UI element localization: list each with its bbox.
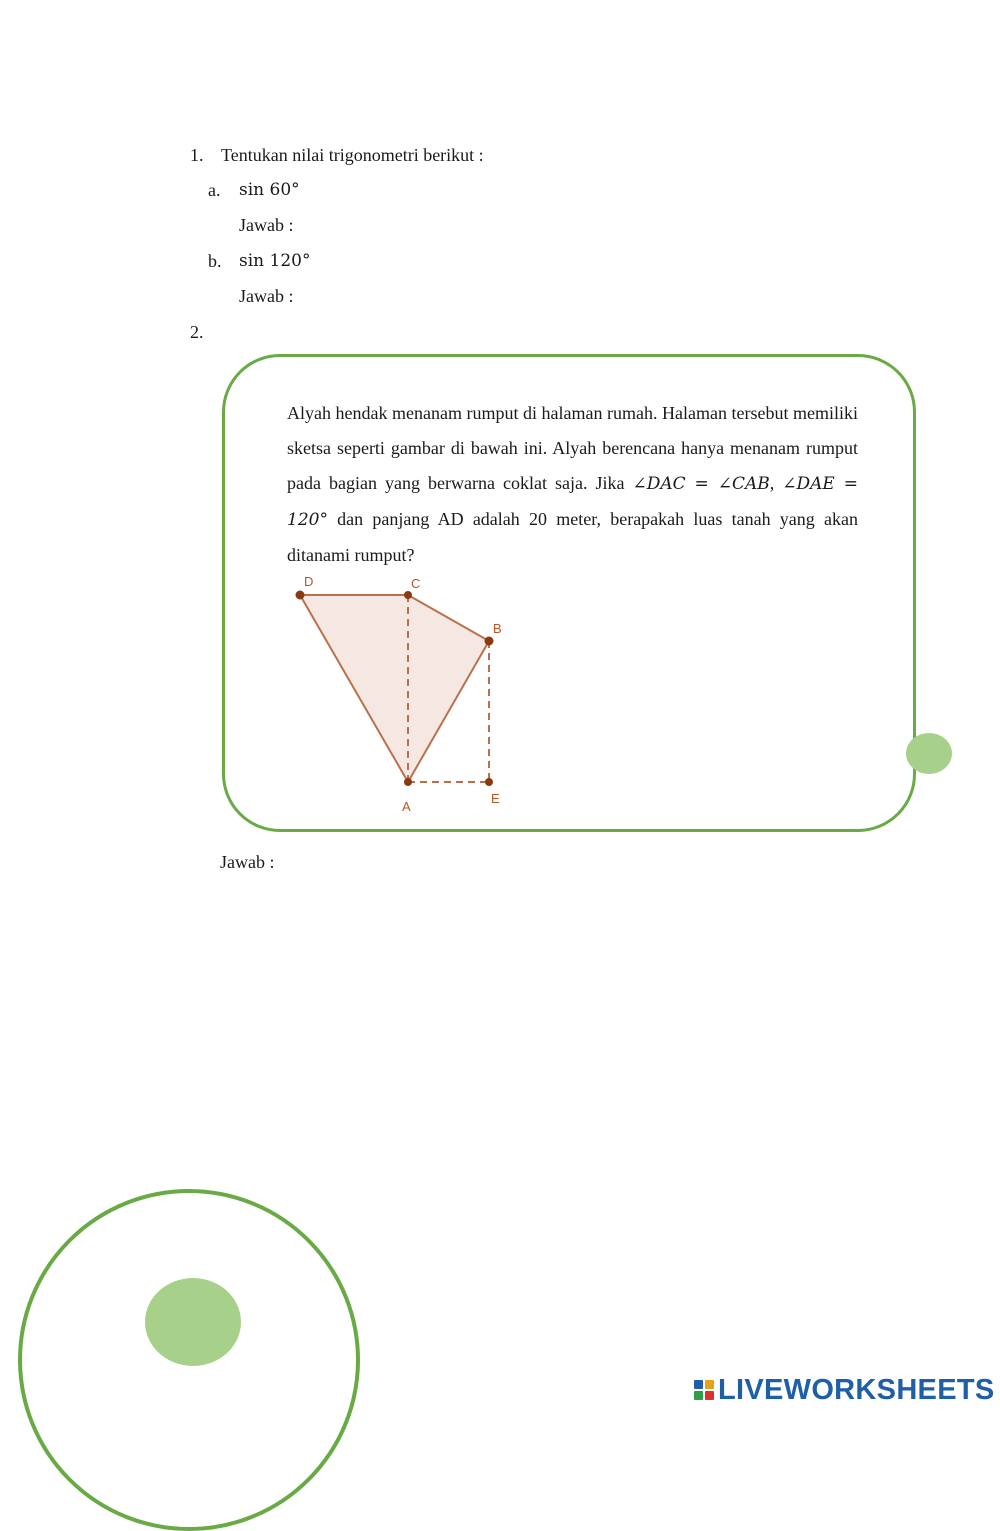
question-2-number: 2. <box>190 322 204 342</box>
garden-sketch-figure <box>280 570 540 820</box>
story-text-part-2: dan panjang AD adalah 20 meter, berapakah luas tanah yang akan ditanami rumput? <box>287 509 858 565</box>
item-a-expression: sin 60° <box>239 180 300 200</box>
label-d: D <box>304 574 314 589</box>
point-c <box>404 591 412 599</box>
question-2-story <box>287 396 858 573</box>
decorative-green-dot-right <box>906 733 952 774</box>
label-e: E <box>491 791 500 806</box>
item-b-label: b. <box>208 251 222 271</box>
liveworksheets-brand-text: LIVEWORKSHEETS <box>718 1373 995 1406</box>
question-1-number: 1. <box>190 145 204 165</box>
story-text-part-1: Alyah hendak menanam rumput di halaman rumah. Halaman tersebut memiliki sketsa seperti gambar di bawah ini. Alyah berencana hanya menanam rumput pada bagian yang berwarna coklat saja. Jika <box>287 403 858 493</box>
liveworksheets-logo <box>694 1374 995 1406</box>
point-b <box>485 637 494 646</box>
point-e <box>485 778 493 786</box>
angle-dae-value: ∠DAE = 120° <box>287 474 858 530</box>
shaded-grass-region <box>300 595 489 782</box>
label-b: B <box>493 621 502 636</box>
decorative-green-dot-bottom <box>145 1278 241 1366</box>
point-d <box>296 591 305 600</box>
angle-equality-dac-cab: ∠DAC = ∠CAB <box>632 474 770 494</box>
point-a <box>404 778 412 786</box>
item-a-answer-label: Jawab : <box>239 215 294 235</box>
item-b-answer-label: Jawab : <box>239 286 294 306</box>
question-1-prompt: Tentukan nilai trigonometri berikut : <box>221 145 484 165</box>
item-a-label: a. <box>208 180 221 200</box>
liveworksheets-logo-icon <box>694 1380 714 1400</box>
question-2-answer-label: Jawab : <box>220 852 275 872</box>
label-c: C <box>411 576 421 591</box>
item-b-expression: sin 120° <box>239 251 311 271</box>
label-a: A <box>402 799 411 814</box>
story-separator: , <box>769 473 783 493</box>
